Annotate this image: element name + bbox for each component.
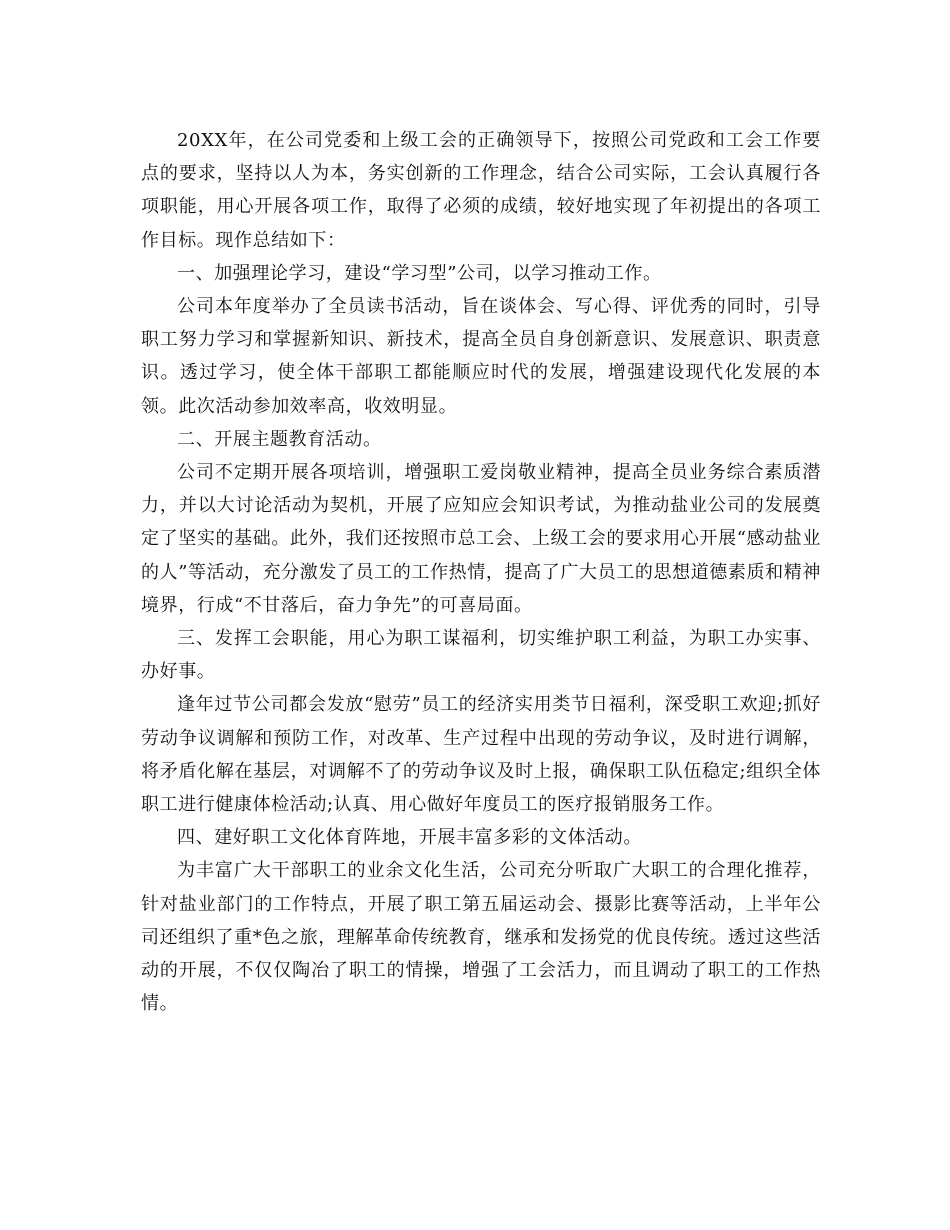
section-heading-3: 三、发挥工会职能，用心为职工谋福利，切实维护职工利益，为职工办实事、办好事。 xyxy=(141,628,821,683)
paragraph-section-4: 为丰富广大干部职工的业余文化生活，公司充分听取广大职工的合理化推荐，针对盐业部门的工作特点，开展了职工第五届运动会、摄影比赛等活动，上半年公司还组织了重*色之旅，理解革命传统教育，继承和发扬党的优良传统。透过这些活动的开展，不仅仅陶冶了职工的情操，增强了工会活力，而且调动了职工的工作热情。 xyxy=(141,860,821,1015)
document-body xyxy=(141,124,821,1020)
paragraph-intro: 20XX年，在公司党委和上级工会的正确领导下，按照公司党政和工会工作要点的要求，坚持以人为本，务实创新的工作理念，结合公司实际，工会认真履行各项职能，用心开展各项工作，取得了必须的成绩，较好地实现了年初提出的各项工作目标。现作总结如下： xyxy=(141,130,821,251)
section-heading-2: 二、开展主题教育活动。 xyxy=(177,428,382,450)
paragraph-section-1: 公司本年度举办了全员读书活动，旨在谈体会、写心得、评优秀的同时，引导职工努力学习和掌握新知识、新技术，提高全员自身创新意识、发展意识、职责意识。透过学习，使全体干部职工都能顺应时代的发展，增强建设现代化发展的本领。此次活动参加效率高，收效明显。 xyxy=(141,296,821,417)
section-heading-4: 四、建好职工文化体育阵地，开展丰富多彩的文体活动。 xyxy=(177,827,642,849)
paragraph-section-2: 公司不定期开展各项培训，增强职工爱岗敬业精神，提高全员业务综合素质潜力，并以大讨论活动为契机，开展了应知应会知识考试，为推动盐业公司的发展奠定了坚实的基础。此外，我们还按照市总工会、上级工会的要求用心开展“感动盐业的人”等活动，充分激发了员工的工作热情，提高了广大员工的思想道德素质和精神境界，行成“不甘落后，奋力争先”的可喜局面。 xyxy=(141,462,821,616)
paragraph-section-3: 逢年过节公司都会发放“慰劳”员工的经济实用类节日福利，深受职工欢迎;抓好劳动争议调解和预防工作，对改革、生产过程中出现的劳动争议，及时进行调解，将矛盾化解在基层，对调解不了的劳动争议及时上报，确保职工队伍稳定;组织全体职工进行健康体检活动;认真、用心做好年度员工的医疗报销服务工作。 xyxy=(141,694,821,816)
section-heading-1: 一、加强理论学习，建设“学习型”公司，以学习推动工作。 xyxy=(177,262,662,284)
